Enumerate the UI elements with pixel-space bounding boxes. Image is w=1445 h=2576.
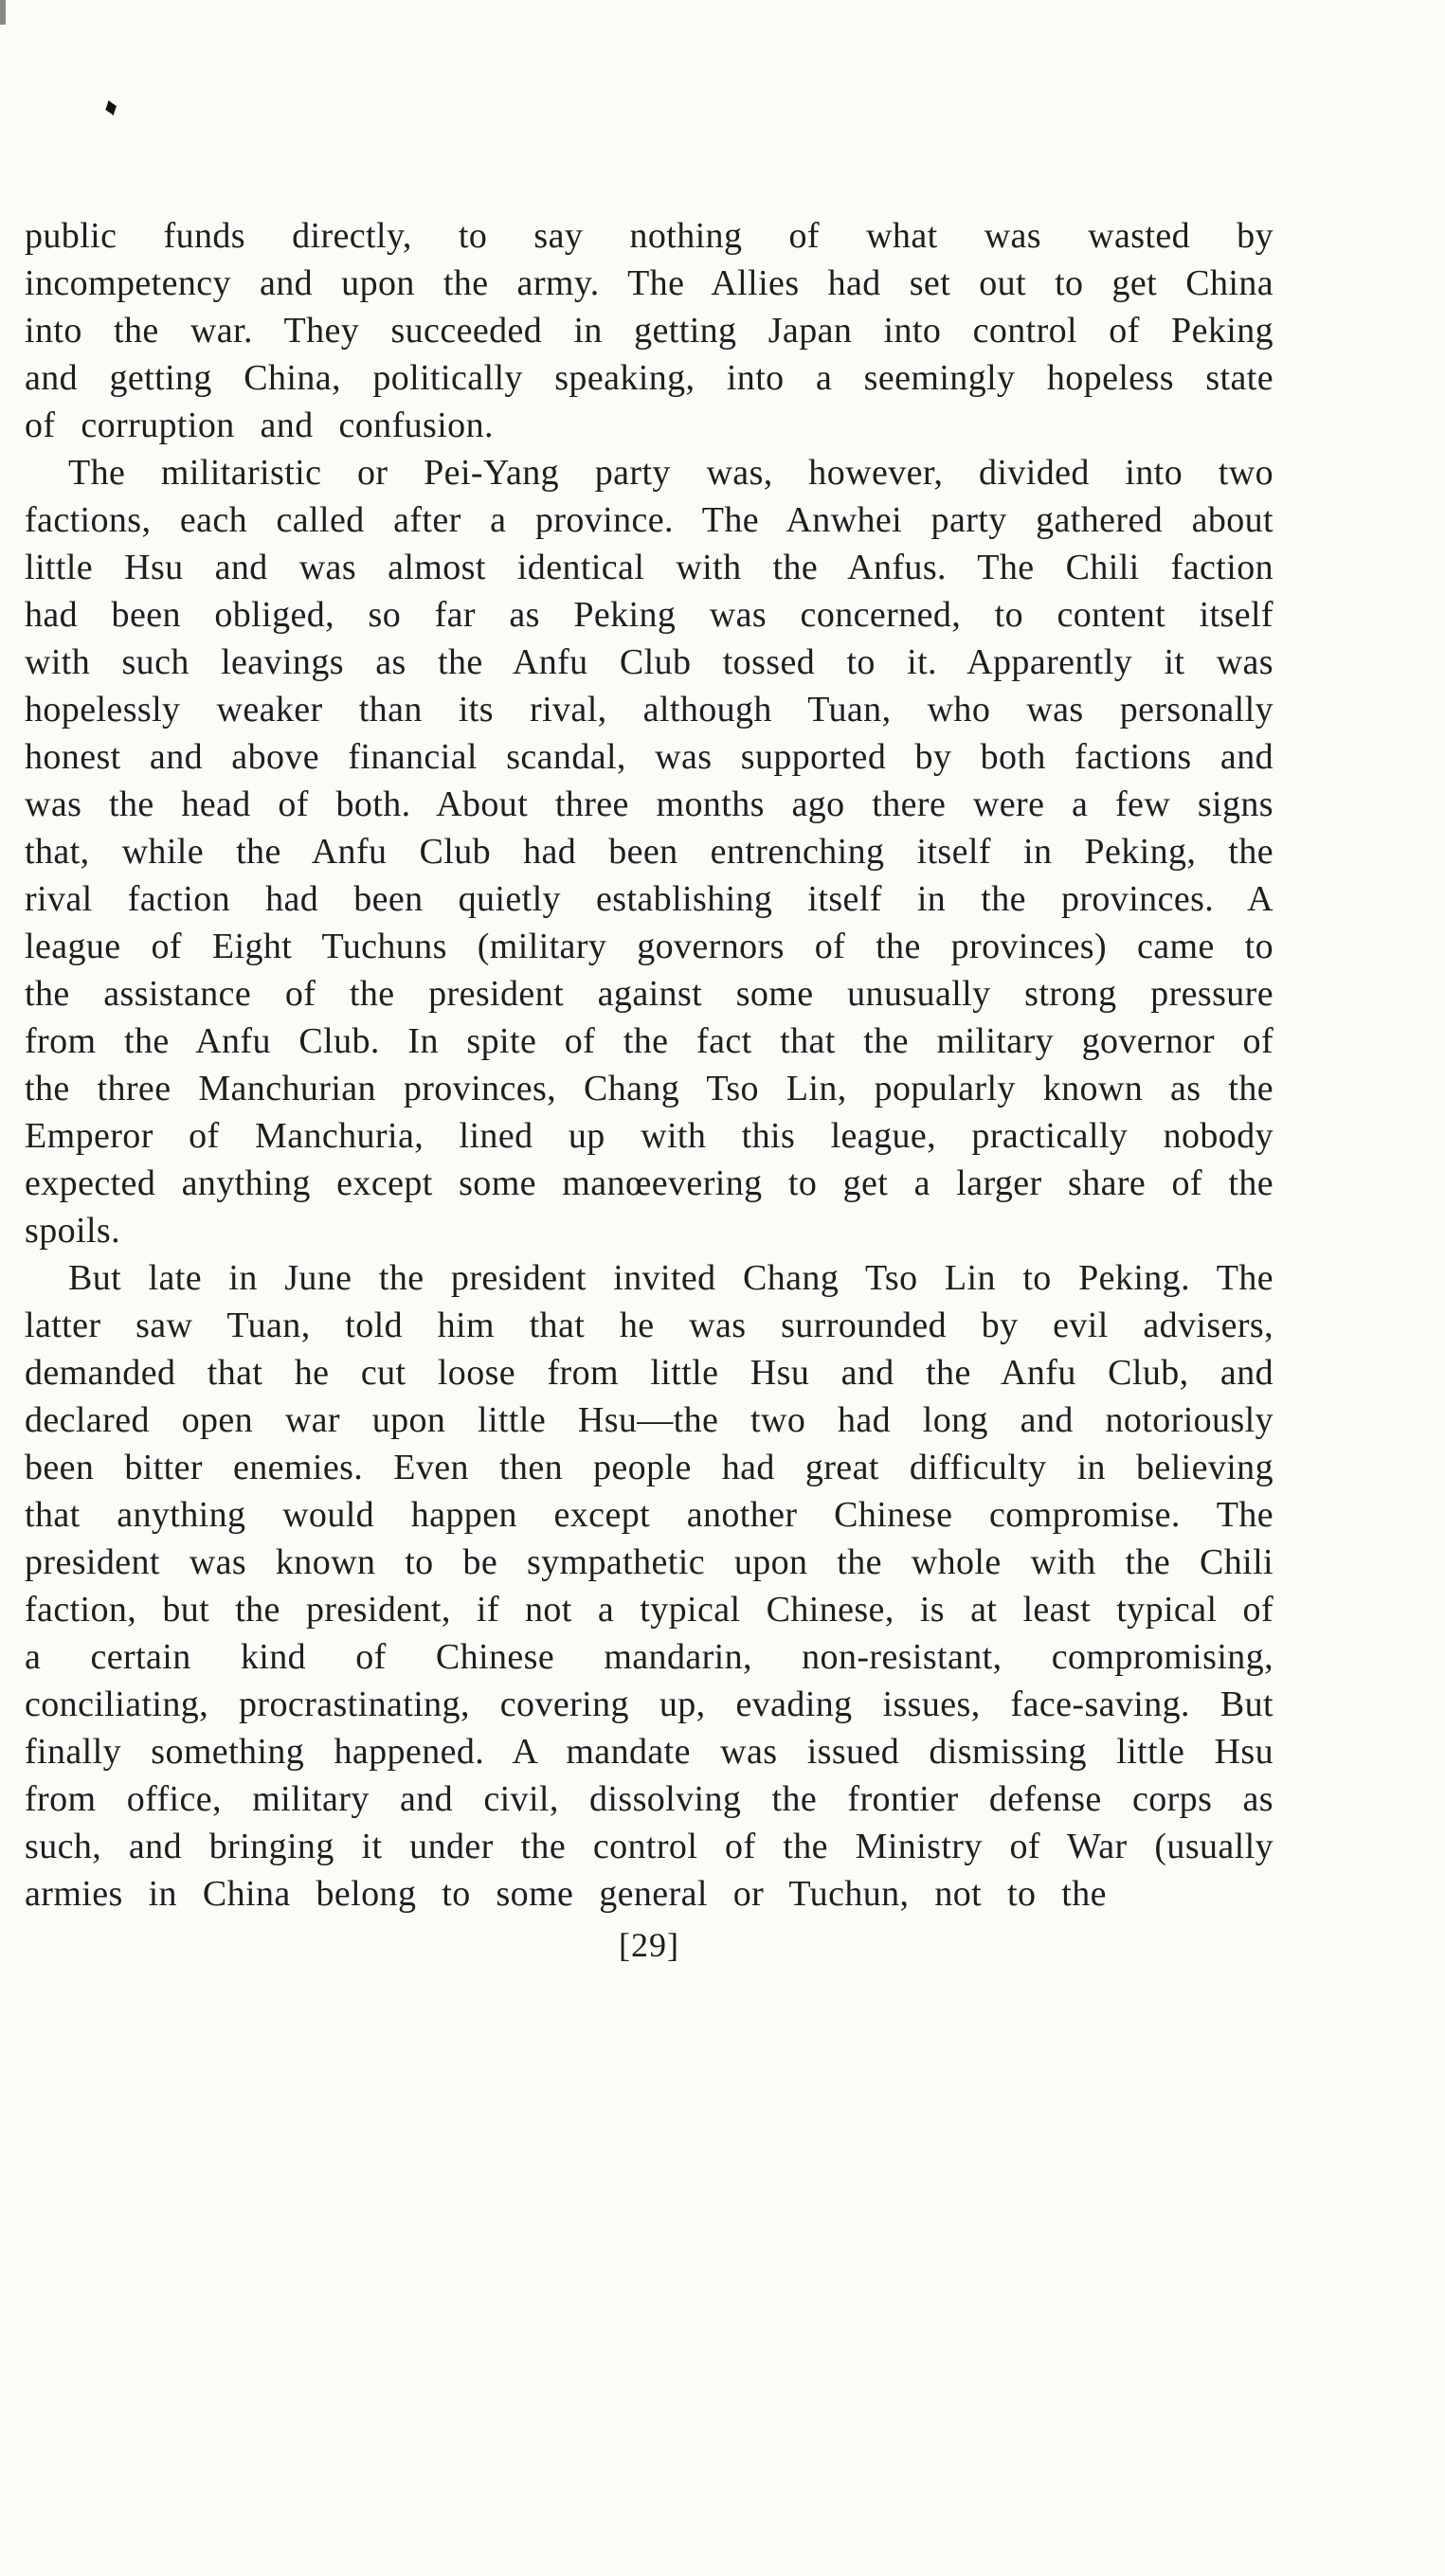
page-number: [29] [619,1926,679,1964]
paragraph: public funds directly, to say nothing of what was wasted by incompetency and upon the army. The Allies had set out to get China into the war. They succeeded in getting Japan into control of Peking and getting China, politically speaking, into a seemingly hopeless state of corruption and confusion. [25,216,1273,445]
scan-edge-artifact [0,0,6,25]
paragraph: But late in June the president invited Chang Tso Lin to Peking. The latter saw Tuan, told him that he was surrounded by evil advisers, demanded that he cut loose from little Hsu and the Anfu Club, and declared open war upon little Hsu—the two had long and notoriously been bitter enemies. Even then people had great difficulty in believing that anything would happen except another Chinese compromise. The president was known to be sympathetic upon the whole with the Chili faction, but the president, if not a typical Chinese, is at least typical of a certain kind of Chinese mandarin, non-resistant, compromising, conciliating, procrastinating, covering up, evading issues, face-saving. But finally something happened. A mandate was issued dismissing little Hsu from office, military and civil, dissolving the frontier defense corps as such, and bringing it under the control of the Ministry of War (usually armies in China belong to some general or Tuchun, not to the [25,1258,1273,1914]
page-text [25,212,1273,1969]
ink-mark-ornament: ♦ [99,91,122,124]
paragraph: The militaristic or Pei-Yang party was, however, divided into two factions, each called after a province. The Anwhei party gathered about little Hsu and was almost identical with the Anfus. The Chili faction had been obliged, so far as Peking was concerned, to content itself with such leavings as the Anfu Club tossed to it. Apparently it was hopelessly weaker than its rival, although Tuan, who was personally honest and above financial scandal, was supported by both factions and was the head of both. About three months ago there were a few signs that, while the Anfu Club had been entrenching itself in Peking, the rival faction had been quietly establishing itself in the provinces. A league of Eight Tuchuns (military governors of the provinces) came to the assistance of the president against some unusually strong pressure from the Anfu Club. In spite of the fact that the military governor of the three Manchurian provinces, Chang Tso Lin, popularly known as the Emperor of Manchuria, lined up with this league, practically nobody expected anything except some manœevering to get a larger share of the spoils. [25,453,1273,1251]
